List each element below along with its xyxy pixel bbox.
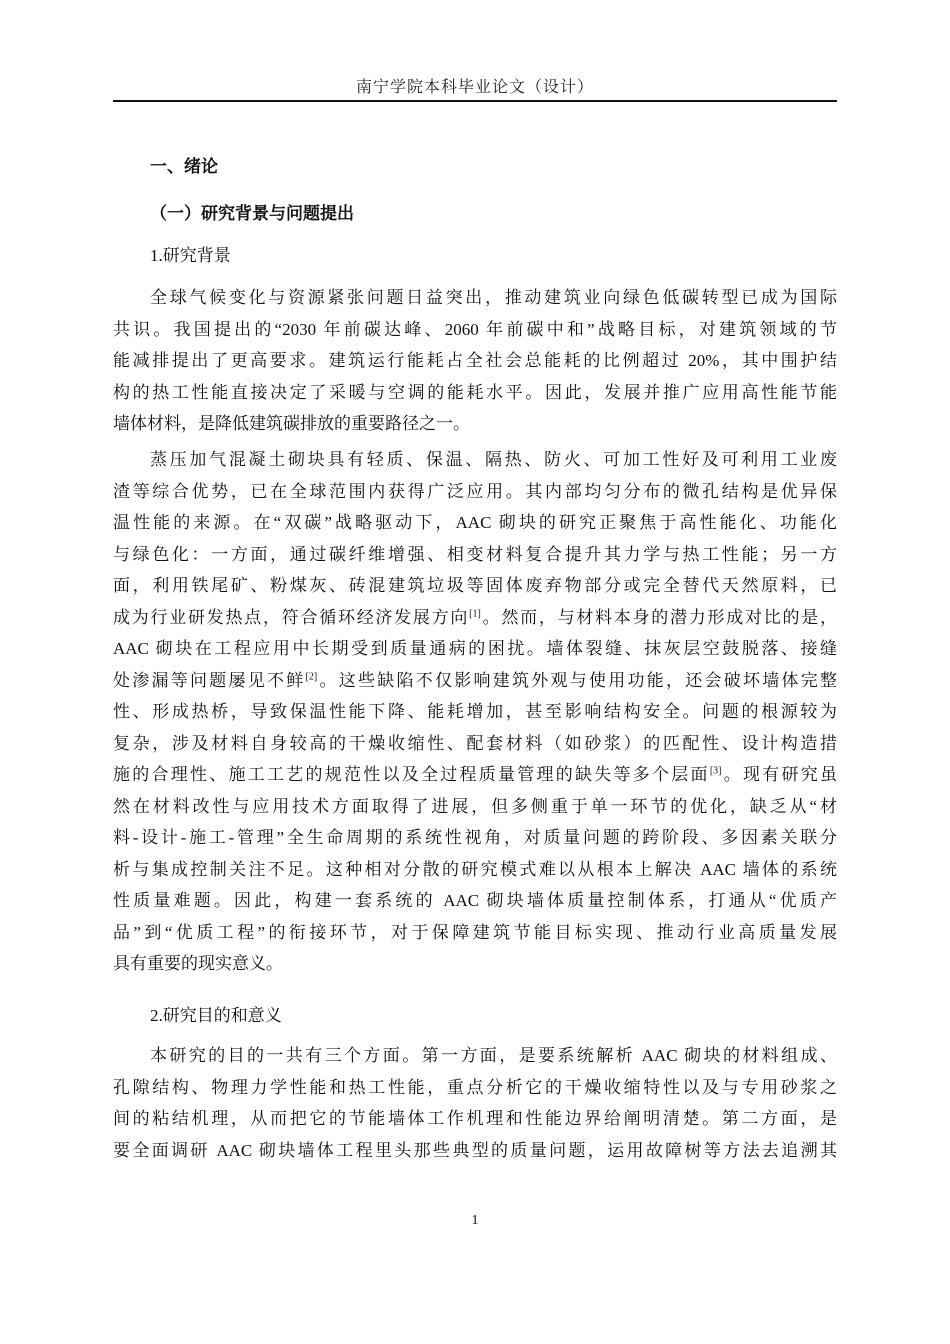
text-segment: 施的合理性、施工工艺的规范性以及全过程质量管理的缺失等多个层面 <box>113 765 710 784</box>
paragraph-background-2 <box>113 444 837 980</box>
text-line: 品”到“优质工程”的衔接环节，对于保障建筑节能目标实现、推动行业高质量发展 <box>113 922 837 942</box>
subsection-heading: （一）研究背景与问题提出 <box>150 204 354 223</box>
header-rule <box>113 100 837 102</box>
paragraph-background-1 <box>113 282 837 440</box>
text-line: AAC 砌块在工程应用中长期受到质量通病的困扰。墙体裂缝、抹灰层空鼓脱落、接缝 <box>113 639 837 658</box>
text-line: 本研究的目的一共有三个方面。第一方面，是要系统解析 AAC 砌块的材料组成、 <box>150 1046 837 1065</box>
citation-ref: [3] <box>709 765 722 777</box>
section-1-title: 1.研究背景 <box>150 246 231 265</box>
text-line: 间的粘结机理，从而把它的节能墙体工作机理和性能边界给阐明清楚。第二方面，是 <box>113 1109 837 1128</box>
text-line-with-citation <box>113 665 837 697</box>
text-line: 与绿色化：一方面，通过碳纤维增强、相变材料复合提升其力学与热工性能；另一方 <box>113 544 837 564</box>
chapter-heading: 一、绪论 <box>150 157 218 176</box>
text-segment: 。现有研究虽 <box>721 765 838 784</box>
text-segment: 。这些缺陷不仅影响建筑外观与使用功能，还会破坏墙体完整 <box>317 670 838 690</box>
text-line: 渣等综合优势，已在全球范围内获得广泛应用。其内部均匀分布的微孔结构是优异保 <box>113 481 837 501</box>
running-header: 南宁学院本科毕业论文（设计） <box>355 79 594 96</box>
text-line: 墙体材料，是降低建筑碳排放的重要路径之一。 <box>113 414 470 433</box>
text-line: 全球气候变化与资源紧张问题日益突出，推动建筑业向绿色低碳转型已成为国际 <box>150 288 837 307</box>
text-line: 温性能的来源。在“双碳”战略驱动下，AAC 砌块的研究正聚焦于高性能化、功能化 <box>113 513 837 532</box>
text-line: 要全面调研 AAC 砌块墙体工程里头那些典型的质量问题，运用故障树等方法去追溯其 <box>113 1140 837 1160</box>
section-2-title: 2.研究目的和意义 <box>150 1006 282 1025</box>
page-number: 1 <box>471 1213 479 1228</box>
citation-ref: [1] <box>469 607 481 619</box>
text-line: 复杂，涉及材料自身较高的干燥收缩性、配套材料（如砂浆）的匹配性、设计构造措 <box>113 733 837 753</box>
text-line: 析与集成控制关注不足。这种相对分散的研究模式难以从根本上解决 AAC 墙体的系统 <box>113 859 837 879</box>
text-segment: 成为行业研发热点，符合循环经济发展方向 <box>113 607 470 627</box>
text-line: 性、形成热桥，导致保温性能下降、能耗增加，甚至影响结构安全。问题的根源较为 <box>113 702 837 721</box>
text-line: 然在材料改性与应用技术方面取得了进展，但多侧重于单一环节的优化，缺乏从“材 <box>113 796 837 816</box>
text-line: 孔隙结构、物理力学性能和热工性能，重点分析它的干燥收缩特性以及与专用砂浆之 <box>113 1077 837 1097</box>
text-line-with-citation <box>113 602 837 634</box>
text-line: 料-设计-施工-管理”全生命周期的系统性视角，对质量问题的跨阶段、多因素关联分 <box>113 828 837 847</box>
text-line: 性质量难题。因此，构建一套系统的 AAC 砌块墙体质量控制体系，打通从“优质产 <box>113 891 837 910</box>
citation-ref: [2] <box>305 670 318 682</box>
text-segment: 处渗漏等问题屡见不鲜 <box>113 670 306 690</box>
text-line-with-citation <box>113 759 837 791</box>
text-segment: 。然而，与材料本身的潜力形成对比的是， <box>480 607 838 627</box>
text-line: 共识。我国提出的“2030 年前碳达峰、2060 年前碳中和”战略目标，对建筑领域的节 <box>113 319 837 339</box>
text-line: 蒸压加气混凝土砌块具有轻质、保温、隔热、防火、可加工性好及可利用工业废 <box>150 450 837 469</box>
text-line: 构的热工性能直接决定了采暖与空调的能耗水平。因此，发展并推广应用高性能节能 <box>113 382 837 402</box>
text-line: 面，利用铁尾矿、粉煤灰、砖混建筑垃圾等固体废弃物部分或完全替代天然原料，已 <box>113 576 837 595</box>
text-line: 具有重要的现实意义。 <box>113 954 283 973</box>
text-line: 能减排提出了更高要求。建筑运行能耗占全社会总能耗的比例超过 20%，其中围护结 <box>113 351 837 370</box>
paragraph-purpose <box>113 1040 837 1166</box>
